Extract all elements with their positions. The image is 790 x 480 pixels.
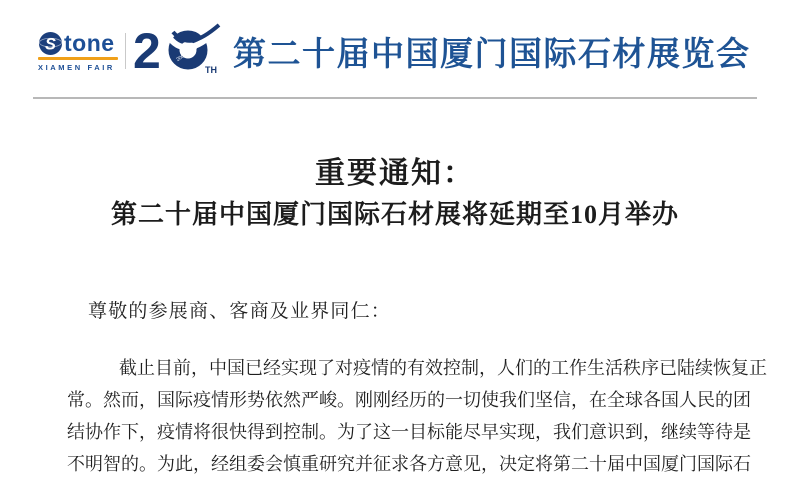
logo-divider bbox=[125, 33, 126, 69]
stone-fair-logo bbox=[38, 31, 120, 72]
notice-paragraph bbox=[67, 352, 767, 480]
anniversary-suffix: TH bbox=[205, 65, 217, 75]
notice-subtitle: 第二十届中国厦门国际石材展将延期至10月举办 bbox=[110, 200, 679, 229]
anniversary-years: 2001-2020 bbox=[175, 44, 199, 63]
paragraph-line: 常。然而，国际疫情形势依然严峻。刚刚经历的一切使我们坚信，在全球各国人民的团 bbox=[67, 390, 751, 410]
salutation: 尊敬的参展商、客商及业界同仁： bbox=[88, 301, 392, 322]
brand-text: tone bbox=[64, 30, 115, 56]
brand-row bbox=[38, 31, 120, 56]
header-rule bbox=[33, 97, 757, 99]
header bbox=[38, 23, 770, 79]
anniversary-20th-logo bbox=[133, 23, 223, 79]
brand-underline bbox=[38, 57, 118, 60]
anniversary-number: 2 bbox=[133, 23, 161, 79]
brand-initial: S bbox=[45, 34, 56, 53]
notice-title: 重要通知： bbox=[315, 157, 475, 190]
paragraph-line-clipped: 不明智的。为此，经组委会慎重研究并征求各方意见，决定将第二十届中国厦门国际石 bbox=[67, 454, 751, 474]
paragraph-line: 截止目前，中国已经实现了对疫情的有效控制，人们的工作生活秩序已陆续恢复正 bbox=[119, 358, 767, 378]
brand-subtext: XIAMEN FAIR bbox=[38, 62, 115, 72]
fair-title: 第二十届中国厦门国际石材展览会 bbox=[233, 34, 751, 72]
paragraph-line: 结协作下，疫情将很快得到控制。为了这一目标能尽早实现，我们意识到，继续等待是 bbox=[67, 422, 751, 442]
globe-icon bbox=[38, 31, 63, 56]
